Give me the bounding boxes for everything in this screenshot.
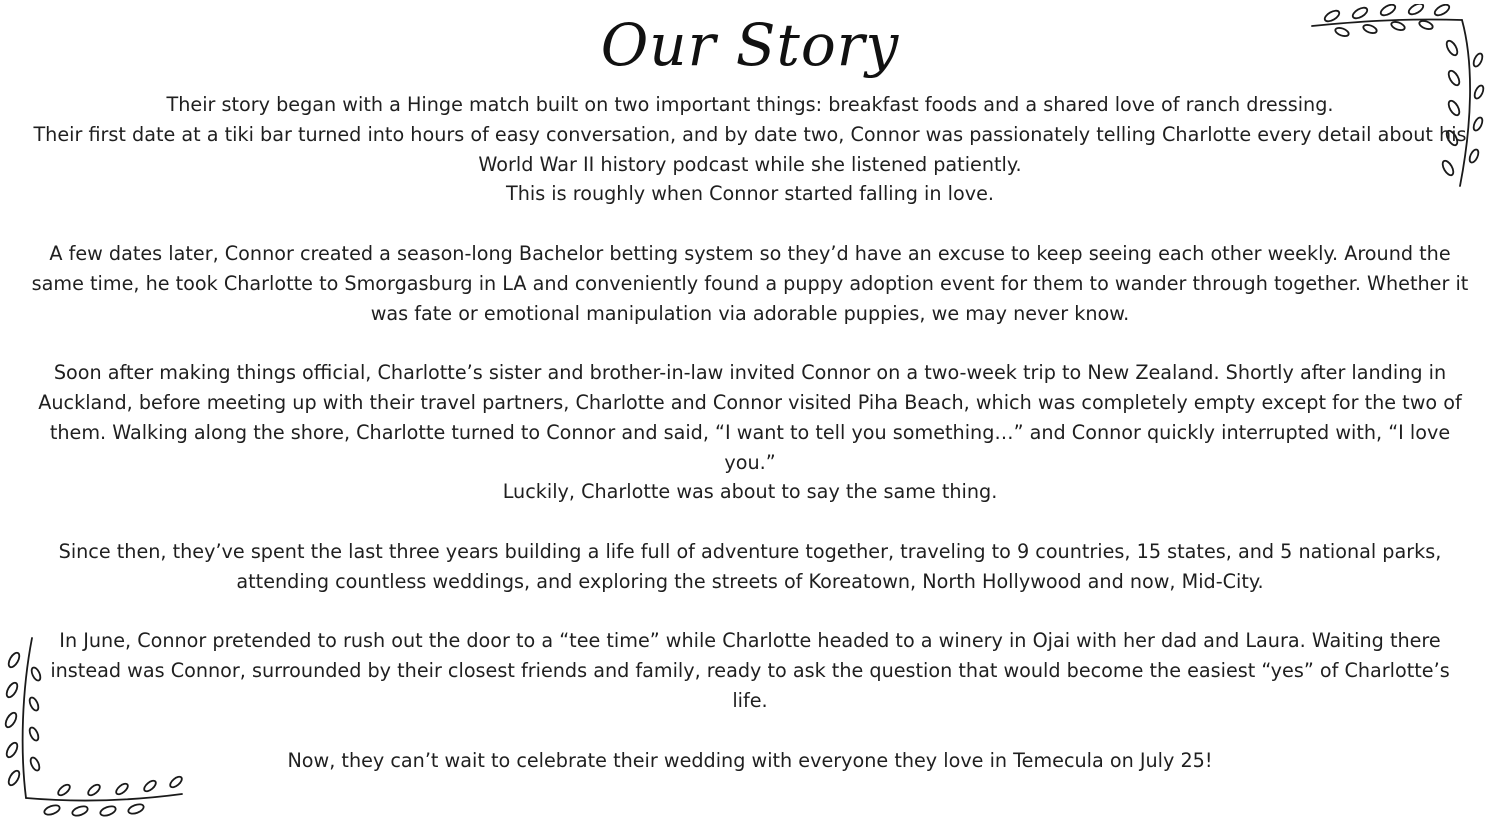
- story-line: Their first date at a tiki bar turned into hours of easy conversation, and by date two, Connor was passionately telling Charlotte every detail about his World War II history podcast while she listened patiently.: [33, 122, 1467, 176]
- paragraph-gap: [30, 328, 1470, 358]
- paragraph-gap: [30, 209, 1470, 239]
- story-paragraph-6: [30, 746, 1470, 776]
- story-line: A few dates later, Connor created a season-long Bachelor betting system so they’d have an excuse to keep seeing each other weekly. Around the same time, he took Charlotte to Smorgasburg in LA and conveniently found a puppy adoption event for them to wander through together. Whether it was fate or emotional manipulation via adorable puppies, we may never know.: [31, 241, 1469, 325]
- story-line: This is roughly when Connor started falling in love.: [506, 182, 994, 206]
- paragraph-gap: [30, 716, 1470, 746]
- story-paragraph-3: [30, 358, 1470, 507]
- paragraph-gap: [30, 597, 1470, 627]
- paragraph-gap: [30, 507, 1470, 537]
- story-body: [30, 90, 1470, 775]
- story-paragraph-5: [30, 626, 1470, 715]
- story-line: Their story began with a Hinge match built on two important things: breakfast foods and a shared love of ranch dressing.: [166, 93, 1334, 116]
- story-line: In June, Connor pretended to rush out the door to a “tee time” while Charlotte headed to a winery in Ojai with her dad and Laura. Waiting there instead was Connor, surrounded by their closest friends and family, ready to ask the question that would become the easiest “yes” of Charlotte’s life.: [50, 629, 1450, 712]
- story-line: Soon after making things official, Charlotte’s sister and brother-in-law invited Connor on a two-week trip to New Zealand. Shortly after landing in Auckland, before meeting up with their travel partners, Charlotte and Connor visited Piha Beach, which was completely empty except for the two of them. Walking along the shore, Charlotte turned to Connor and said, “I want to tell you something…” and Connor quickly interrupted with, “I love you.”: [38, 361, 1462, 474]
- story-line: Now, they can’t wait to celebrate their wedding with everyone they love in Temecula on July 25!: [287, 748, 1213, 772]
- story-paragraph-1: [30, 90, 1470, 209]
- page-title: Our Story: [600, 11, 900, 79]
- story-paragraph-4: [30, 537, 1470, 597]
- story-line: Luckily, Charlotte was about to say the same thing.: [502, 480, 998, 504]
- story-paragraph-2: [30, 239, 1470, 328]
- story-line: Since then, they’ve spent the last three years building a life full of adventure together, traveling to 9 countries, 15 states, and 5 national parks, attending countless weddings, and exploring the streets of Koreatown, North Hollywood and now, Mid-City.: [58, 539, 1442, 593]
